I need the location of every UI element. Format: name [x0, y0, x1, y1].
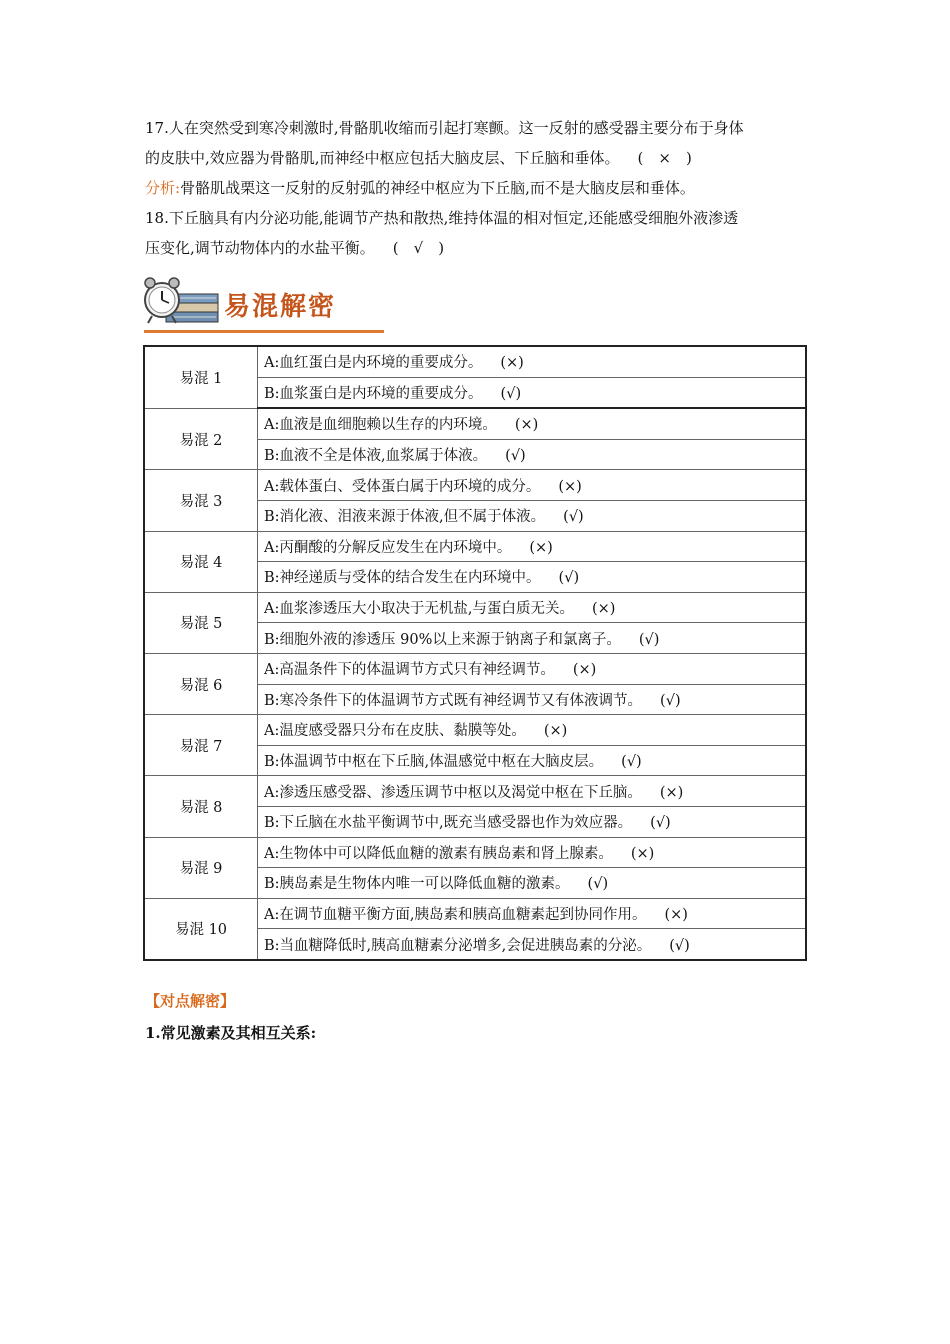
confusion-row-a	[144, 531, 806, 562]
confusion-label: 易混 8	[144, 776, 258, 837]
statement-b	[258, 377, 807, 408]
confusion-row-a	[144, 837, 806, 868]
heading-hormones: 1.常见激素及其相互关系:	[145, 1024, 317, 1042]
result-mark-a: (×)	[514, 417, 539, 434]
statement-a-text: A:在调节血糖平衡方面,胰岛素和胰高血糖素起到协同作用。	[264, 906, 647, 923]
statement-b-text: B:消化液、泪液来源于体液,但不属于体液。	[264, 509, 546, 526]
confusion-row-a	[144, 470, 806, 501]
statement-b-text: B:当血糖降低时,胰高血糖素分泌增多,会促进胰岛素的分泌。	[264, 937, 652, 954]
banner-title: 易混解密	[224, 292, 337, 322]
result-mark-b: (√)	[669, 937, 690, 954]
q17-line2: 的皮肤中,效应器为骨骼肌,而神经中枢应包括大脑皮层、下丘脑和垂体。 ( × )	[145, 149, 692, 167]
statement-a-text: A:载体蛋白、受体蛋白属于内环境的成分。	[264, 478, 541, 495]
confusion-row-a	[144, 408, 806, 439]
result-mark-a: (×)	[558, 478, 582, 495]
statement-a	[258, 837, 807, 868]
statement-a-text: A:高温条件下的体温调节方式只有神经调节。	[264, 662, 555, 679]
result-mark-a: (×)	[572, 662, 597, 679]
statement-a-text: A:温度感受器只分布在皮肤、黏膜等处。	[264, 723, 526, 740]
result-mark-a: (×)	[529, 539, 553, 556]
result-mark-a: (×)	[659, 784, 684, 801]
statement-b	[258, 562, 807, 593]
confusion-label: 易混 3	[144, 470, 258, 531]
statement-b	[258, 684, 807, 715]
statement-a-text: A:生物体中可以降低血糖的激素有胰岛素和肾上腺素。	[264, 845, 613, 862]
result-mark-a: (×)	[543, 723, 568, 740]
q17-answer: ( × )	[637, 149, 692, 167]
statement-b-text: B:体温调节中枢在下丘脑,体温感觉中枢在大脑皮层。	[264, 754, 604, 771]
alarm-clock-books-icon	[140, 270, 222, 330]
result-mark-b: (√)	[650, 815, 671, 832]
statement-b	[258, 868, 807, 899]
statement-b	[258, 806, 807, 837]
confusion-row-a	[144, 715, 806, 746]
statement-b-text: B:胰岛素是生物体内唯一可以降低血糖的激素。	[264, 876, 570, 893]
statement-b	[258, 745, 807, 776]
result-mark-b: (√)	[638, 631, 660, 648]
statement-a-text: A:丙酮酸的分解反应发生在内环境中。	[264, 539, 512, 556]
statement-b	[258, 929, 807, 960]
q18-line2: 压变化,调节动物体内的水盐平衡。 ( √ )	[145, 239, 445, 257]
statement-a	[258, 470, 807, 501]
result-mark-a: (×)	[500, 355, 524, 372]
statement-b-text: B:血浆蛋白是内环境的重要成分。	[264, 385, 483, 402]
statement-b	[258, 623, 807, 654]
statement-a-text: A:血液是血细胞赖以生存的内环境。	[264, 417, 497, 434]
banner-underline	[144, 330, 384, 333]
statement-b-text: B:细胞外液的渗透压 90%以上来源于钠离子和氯离子。	[264, 631, 621, 648]
result-mark-b: (√)	[558, 570, 580, 587]
statement-a	[258, 346, 807, 377]
statement-a-text: A:血红蛋白是内环境的重要成分。	[264, 355, 483, 372]
section-banner	[140, 270, 385, 336]
confusion-row-a	[144, 346, 806, 377]
result-mark-a: (×)	[591, 601, 616, 618]
result-mark-b: (√)	[587, 876, 609, 893]
confusion-label: 易混 9	[144, 837, 258, 898]
statement-a	[258, 776, 807, 807]
section-title: 【对点解密】	[145, 992, 236, 1010]
result-mark-b: (√)	[563, 509, 584, 526]
confusion-label: 易混 2	[144, 408, 258, 470]
statement-b-text: B:寒冷条件下的体温调节方式既有神经调节又有体液调节。	[264, 692, 643, 709]
q17-analysis: 分析:骨骼肌战栗这一反射的反射弧的神经中枢应为下丘脑,而不是大脑皮层和垂体。	[145, 179, 695, 197]
result-mark-b: (√)	[660, 692, 681, 709]
statement-a	[258, 592, 807, 623]
statement-a-text: A:血浆渗透压大小取决于无机盐,与蛋白质无关。	[264, 601, 574, 618]
confusion-label: 易混 5	[144, 592, 258, 653]
analysis-label: 分析:	[145, 179, 181, 197]
result-mark-a: (×)	[630, 845, 655, 862]
q17-line1: 17.人在突然受到寒冷刺激时,骨骼肌收缩而引起打寒颤。这一反射的感受器主要分布于身体	[145, 119, 744, 137]
result-mark-a: (×)	[664, 906, 688, 923]
statement-a	[258, 408, 807, 439]
statement-b-text: B:下丘脑在水盐平衡调节中,既充当感受器也作为效应器。	[264, 815, 633, 832]
confusion-label: 易混 7	[144, 715, 258, 776]
statement-b-text: B:血液不全是体液,血浆属于体液。	[264, 448, 488, 465]
result-mark-b: (√)	[505, 448, 526, 465]
confusion-row-a	[144, 592, 806, 623]
confusion-row-a	[144, 898, 806, 929]
confusion-row-a	[144, 653, 806, 684]
q18-answer: ( √ )	[392, 239, 445, 257]
confusion-label: 易混 1	[144, 346, 258, 408]
result-mark-b: (√)	[500, 385, 522, 402]
question-17	[145, 113, 810, 203]
statement-b-text: B:神经递质与受体的结合发生在内环境中。	[264, 570, 541, 587]
result-mark-b: (√)	[621, 754, 642, 771]
statement-a	[258, 715, 807, 746]
statement-a	[258, 898, 807, 929]
statement-b	[258, 439, 807, 470]
confusion-label: 易混 10	[144, 898, 258, 960]
statement-a	[258, 531, 807, 562]
statement-b	[258, 500, 807, 531]
statement-a-text: A:渗透压感受器、渗透压调节中枢以及渴觉中枢在下丘脑。	[264, 784, 642, 801]
confusion-label: 易混 4	[144, 531, 258, 592]
confusion-label: 易混 6	[144, 653, 258, 714]
confusion-table	[143, 345, 807, 961]
statement-a	[258, 653, 807, 684]
confusion-row-a	[144, 776, 806, 807]
q18-line1: 18.下丘脑具有内分泌功能,能调节产热和散热,维持体温的相对恒定,还能感受细胞外液渗透	[145, 209, 739, 227]
question-18	[145, 203, 810, 263]
